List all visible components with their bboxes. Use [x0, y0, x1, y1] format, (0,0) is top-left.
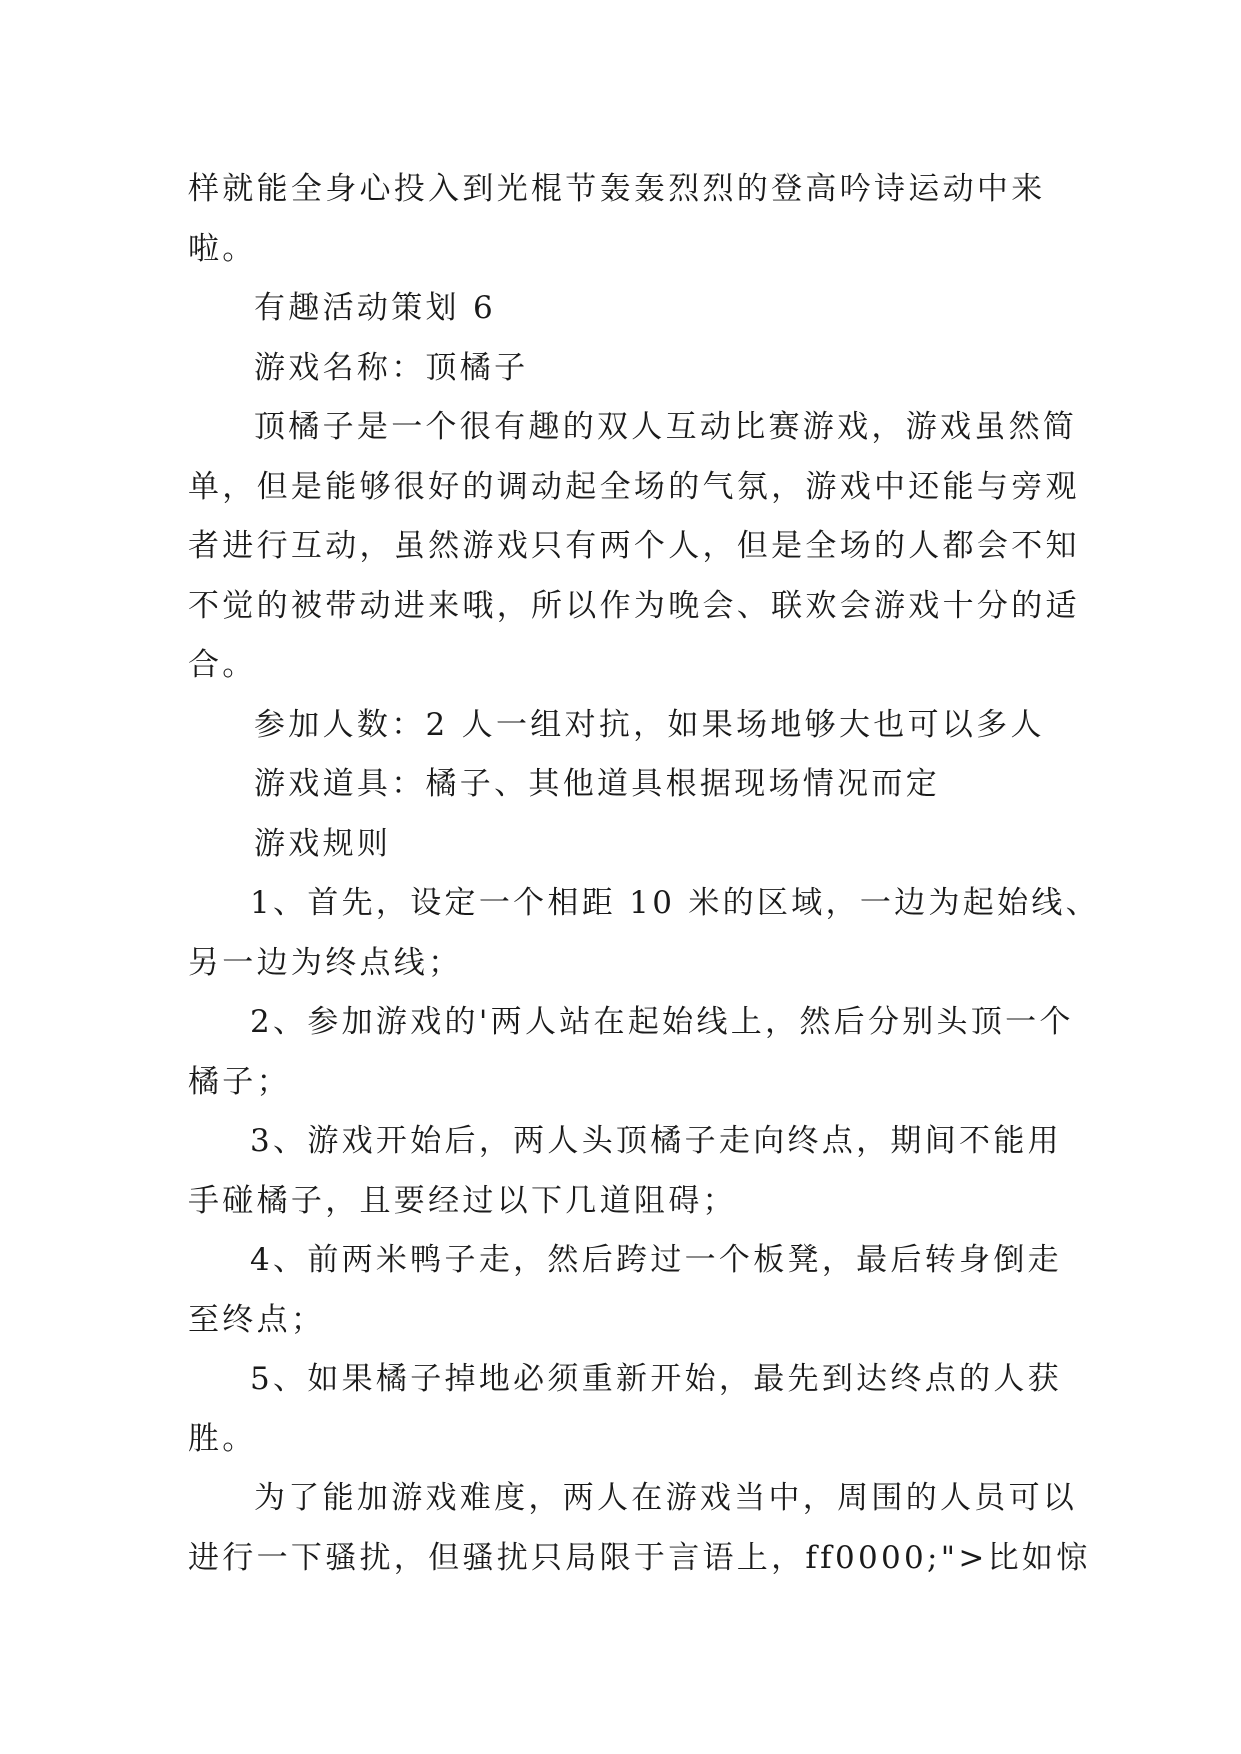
rule-item: 3、游戏开始后，两人头顶橘子走向终点，期间不能用 [250, 1123, 1062, 1159]
text-line: 橘子； [188, 1063, 291, 1100]
rule-item: 5、如果橘子掉地必须重新开始，最先到达终点的人获 [250, 1361, 1062, 1397]
text-line: 游戏名称：顶橘子 [254, 349, 529, 386]
text-line: 样就能全身心投入到光棍节轰轰烈烈的登高吟诗运动中来 [188, 171, 1046, 207]
rule-item: 4、前两米鸭子走，然后跨过一个板凳，最后转身倒走 [250, 1242, 1062, 1278]
text-line: 另一边为终点线； [188, 944, 463, 981]
text-line: 游戏道具：橘子、其他道具根据现场情况而定 [254, 766, 940, 802]
rule-item: 1、首先，设定一个相距 10 米的区域，一边为起始线、 [250, 885, 1100, 921]
text-line: 胜。 [188, 1420, 257, 1457]
rule-item: 2、参加游戏的'两人站在起始线上，然后分别头顶一个 [250, 1004, 1074, 1040]
document-body [188, 160, 1100, 1588]
section-heading: 有趣活动策划 6 [254, 290, 496, 326]
text-line: 进行一下骚扰，但骚扰只局限于言语上，ff0000;">比如惊 [188, 1539, 1091, 1576]
text-line: 顶橘子是一个很有趣的双人互动比赛游戏，游戏虽然简 [254, 409, 1078, 445]
text-line: 合。 [188, 647, 257, 683]
text-line: 啦。 [188, 230, 257, 267]
text-line: 至终点； [188, 1301, 326, 1338]
text-line: 参加人数：2 人一组对抗，如果场地够大也可以多人 [254, 706, 1045, 743]
text-line: 为了能加游戏难度，两人在游戏当中，周围的人员可以 [254, 1480, 1078, 1516]
text-line: 游戏规则 [254, 825, 392, 862]
text-line: 手碰橘子，且要经过以下几道阻碍； [188, 1182, 737, 1219]
text-line: 者进行互动，虽然游戏只有两个人，但是全场的人都会不知 [188, 528, 1080, 564]
text-line: 不觉的被带动进来哦，所以作为晚会、联欢会游戏十分的适 [188, 587, 1080, 624]
text-line: 单，但是能够很好的调动起全场的气氛，游戏中还能与旁观 [188, 468, 1080, 505]
